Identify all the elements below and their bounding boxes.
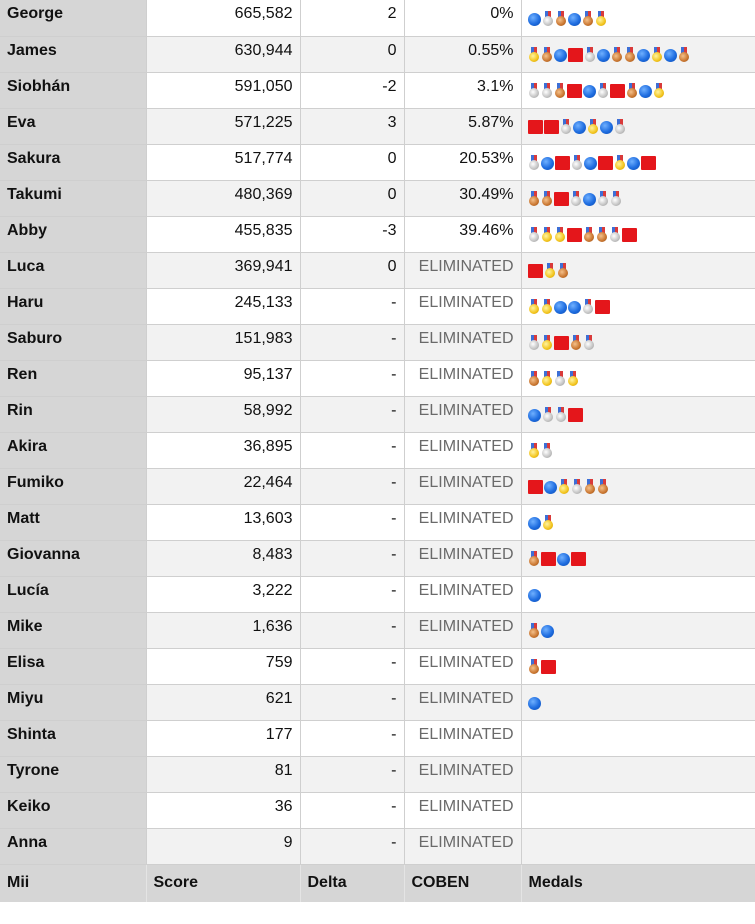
bronze-medal-icon	[528, 371, 540, 387]
score-cell: 591,050	[146, 72, 300, 108]
blue-ball-icon	[554, 49, 567, 62]
delta-cell: -	[300, 576, 404, 612]
medals-cell	[521, 36, 755, 72]
bronze-medal-icon	[528, 551, 540, 567]
medals-cell	[521, 0, 755, 36]
delta-cell: -2	[300, 72, 404, 108]
table-row[interactable]	[0, 360, 755, 396]
delta-cell: -	[300, 396, 404, 432]
blue-ball-icon	[639, 85, 652, 98]
silver-medal-icon	[528, 335, 540, 351]
gold-medal-icon	[542, 515, 554, 531]
coben-cell: ELIMINATED	[404, 828, 521, 864]
table-row[interactable]	[0, 540, 755, 576]
score-cell: 245,133	[146, 288, 300, 324]
gold-medal-icon	[528, 299, 540, 315]
coben-cell: ELIMINATED	[404, 612, 521, 648]
mii-name-cell: Lucía	[0, 576, 146, 612]
gold-medal-icon	[541, 335, 553, 351]
bronze-medal-icon	[584, 479, 596, 495]
blue-ball-icon	[554, 301, 567, 314]
mii-name-cell: Abby	[0, 216, 146, 252]
silver-medal-icon	[528, 155, 540, 171]
silver-medal-icon	[560, 119, 572, 135]
table-row[interactable]	[0, 0, 755, 36]
table-row[interactable]	[0, 396, 755, 432]
gold-medal-icon	[554, 227, 566, 243]
medals-cell	[521, 252, 755, 288]
table-row[interactable]	[0, 144, 755, 180]
blue-ball-icon	[583, 193, 596, 206]
bronze-medal-icon	[678, 47, 690, 63]
bronze-medal-icon	[528, 659, 540, 675]
medals-cell	[521, 180, 755, 216]
silver-medal-icon	[609, 227, 621, 243]
red-square-icon	[528, 120, 543, 134]
coben-cell: ELIMINATED	[404, 360, 521, 396]
score-cell: 455,835	[146, 216, 300, 252]
bronze-medal-icon	[541, 47, 553, 63]
medals-cell	[521, 432, 755, 468]
coben-cell: ELIMINATED	[404, 468, 521, 504]
coben-cell: ELIMINATED	[404, 720, 521, 756]
medals-cell	[521, 72, 755, 108]
blue-ball-icon	[541, 157, 554, 170]
coben-cell: ELIMINATED	[404, 756, 521, 792]
silver-medal-icon	[528, 83, 540, 99]
delta-cell: -	[300, 540, 404, 576]
table-row[interactable]	[0, 504, 755, 540]
score-cell: 759	[146, 648, 300, 684]
score-cell: 58,992	[146, 396, 300, 432]
bronze-medal-icon	[624, 47, 636, 63]
silver-medal-icon	[541, 443, 553, 459]
silver-medal-icon	[571, 155, 583, 171]
blue-ball-icon	[528, 13, 541, 26]
coben-cell: ELIMINATED	[404, 648, 521, 684]
bronze-medal-icon	[597, 479, 609, 495]
silver-medal-icon	[570, 191, 582, 207]
red-square-icon	[568, 48, 583, 62]
table-row[interactable]	[0, 468, 755, 504]
silver-medal-icon	[542, 407, 554, 423]
mii-name-cell: Akira	[0, 432, 146, 468]
delta-cell: -	[300, 468, 404, 504]
gold-medal-icon	[541, 227, 553, 243]
medals-column-header[interactable]: Medals	[521, 864, 755, 902]
score-cell: 177	[146, 720, 300, 756]
table-row[interactable]	[0, 108, 755, 144]
red-square-icon	[541, 552, 556, 566]
mii-name-cell: Fumiko	[0, 468, 146, 504]
blue-ball-icon	[544, 481, 557, 494]
score-cell: 8,483	[146, 540, 300, 576]
score-cell: 151,983	[146, 324, 300, 360]
red-square-icon	[567, 84, 582, 98]
delta-cell: -	[300, 756, 404, 792]
delta-cell: -	[300, 360, 404, 396]
silver-medal-icon	[528, 227, 540, 243]
coben-cell: 20.53%	[404, 144, 521, 180]
delta-cell: -3	[300, 216, 404, 252]
delta-cell: -	[300, 504, 404, 540]
red-square-icon	[544, 120, 559, 134]
coben-cell: ELIMINATED	[404, 396, 521, 432]
coben-cell: 5.87%	[404, 108, 521, 144]
score-cell: 571,225	[146, 108, 300, 144]
red-square-icon	[641, 156, 656, 170]
coben-cell: ELIMINATED	[404, 576, 521, 612]
gold-medal-icon	[528, 443, 540, 459]
score-cell: 95,137	[146, 360, 300, 396]
bronze-medal-icon	[570, 335, 582, 351]
mii-name-cell: Keiko	[0, 792, 146, 828]
coben-cell: ELIMINATED	[404, 432, 521, 468]
delta-cell: 0	[300, 144, 404, 180]
delta-cell: 0	[300, 180, 404, 216]
mii-name-cell: James	[0, 36, 146, 72]
medals-cell	[521, 468, 755, 504]
score-cell: 517,774	[146, 144, 300, 180]
score-cell: 3,222	[146, 576, 300, 612]
coben-cell: 39.46%	[404, 216, 521, 252]
mii-column-header[interactable]: Mii	[0, 864, 146, 902]
table-row[interactable]	[0, 612, 755, 648]
bronze-medal-icon	[583, 227, 595, 243]
mii-name-cell: Mike	[0, 612, 146, 648]
bronze-medal-icon	[596, 227, 608, 243]
delta-cell: -	[300, 288, 404, 324]
gold-medal-icon	[614, 155, 626, 171]
score-cell: 1,636	[146, 612, 300, 648]
bronze-medal-icon	[626, 83, 638, 99]
score-cell: 36	[146, 792, 300, 828]
delta-cell: 0	[300, 36, 404, 72]
delta-cell: -	[300, 828, 404, 864]
gold-medal-icon	[595, 11, 607, 27]
silver-medal-icon	[555, 407, 567, 423]
blue-ball-icon	[583, 85, 596, 98]
table-row[interactable]	[0, 792, 755, 828]
delta-cell: -	[300, 612, 404, 648]
medals-cell	[521, 396, 755, 432]
table-row[interactable]	[0, 216, 755, 252]
red-square-icon	[554, 192, 569, 206]
silver-medal-icon	[542, 11, 554, 27]
medals-cell	[521, 324, 755, 360]
medals-cell	[521, 828, 755, 864]
red-square-icon	[555, 156, 570, 170]
silver-medal-icon	[610, 191, 622, 207]
score-cell: 480,369	[146, 180, 300, 216]
delta-cell: -	[300, 432, 404, 468]
mii-name-cell: Rin	[0, 396, 146, 432]
blue-ball-icon	[600, 121, 613, 134]
red-square-icon	[528, 480, 543, 494]
silver-medal-icon	[541, 83, 553, 99]
medals-cell	[521, 720, 755, 756]
mii-name-cell: Miyu	[0, 684, 146, 720]
delta-column-header[interactable]: Delta	[300, 864, 404, 902]
mii-name-cell: Matt	[0, 504, 146, 540]
table-row[interactable]	[0, 720, 755, 756]
coben-cell: ELIMINATED	[404, 684, 521, 720]
red-square-icon	[595, 300, 610, 314]
coben-cell: ELIMINATED	[404, 324, 521, 360]
blue-ball-icon	[528, 697, 541, 710]
mii-name-cell: Luca	[0, 252, 146, 288]
mii-name-cell: Takumi	[0, 180, 146, 216]
medals-cell	[521, 144, 755, 180]
mii-name-cell: Anna	[0, 828, 146, 864]
coben-cell: 0%	[404, 0, 521, 36]
blue-ball-icon	[528, 517, 541, 530]
coben-cell: 30.49%	[404, 180, 521, 216]
score-cell: 9	[146, 828, 300, 864]
table-row[interactable]	[0, 180, 755, 216]
silver-medal-icon	[584, 47, 596, 63]
mii-name-cell: Tyrone	[0, 756, 146, 792]
coben-cell: ELIMINATED	[404, 252, 521, 288]
bronze-medal-icon	[582, 11, 594, 27]
mii-name-cell: George	[0, 0, 146, 36]
score-cell: 36,895	[146, 432, 300, 468]
score-cell: 630,944	[146, 36, 300, 72]
score-cell: 621	[146, 684, 300, 720]
delta-cell: -	[300, 684, 404, 720]
medals-cell	[521, 756, 755, 792]
coben-cell: ELIMINATED	[404, 792, 521, 828]
coben-cell: 0.55%	[404, 36, 521, 72]
column-footer-row	[0, 864, 755, 902]
mii-name-cell: Shinta	[0, 720, 146, 756]
bronze-medal-icon	[528, 191, 540, 207]
gold-medal-icon	[528, 47, 540, 63]
score-cell: 13,603	[146, 504, 300, 540]
silver-medal-icon	[583, 335, 595, 351]
medals-cell	[521, 108, 755, 144]
blue-ball-icon	[528, 409, 541, 422]
score-cell: 22,464	[146, 468, 300, 504]
medals-cell	[521, 540, 755, 576]
delta-cell: -	[300, 648, 404, 684]
delta-cell: -	[300, 324, 404, 360]
silver-medal-icon	[554, 371, 566, 387]
table-row[interactable]	[0, 648, 755, 684]
delta-cell: -	[300, 792, 404, 828]
delta-cell: 0	[300, 252, 404, 288]
score-cell: 81	[146, 756, 300, 792]
medals-cell	[521, 216, 755, 252]
mii-name-cell: Haru	[0, 288, 146, 324]
table-row[interactable]	[0, 252, 755, 288]
blue-ball-icon	[541, 625, 554, 638]
silver-medal-icon	[614, 119, 626, 135]
bronze-medal-icon	[541, 191, 553, 207]
bronze-medal-icon	[611, 47, 623, 63]
coben-cell: ELIMINATED	[404, 288, 521, 324]
blue-ball-icon	[528, 589, 541, 602]
blue-ball-icon	[664, 49, 677, 62]
red-square-icon	[554, 336, 569, 350]
red-square-icon	[568, 408, 583, 422]
delta-cell: -	[300, 720, 404, 756]
gold-medal-icon	[541, 299, 553, 315]
bronze-medal-icon	[528, 623, 540, 639]
red-square-icon	[541, 660, 556, 674]
mii-name-cell: Giovanna	[0, 540, 146, 576]
blue-ball-icon	[597, 49, 610, 62]
medals-cell	[521, 684, 755, 720]
gold-medal-icon	[651, 47, 663, 63]
gold-medal-icon	[544, 263, 556, 279]
mii-name-cell: Ren	[0, 360, 146, 396]
coben-cell: 3.1%	[404, 72, 521, 108]
blue-ball-icon	[557, 553, 570, 566]
bronze-medal-icon	[557, 263, 569, 279]
silver-medal-icon	[571, 479, 583, 495]
medals-cell	[521, 288, 755, 324]
table-row[interactable]	[0, 576, 755, 612]
red-square-icon	[622, 228, 637, 242]
red-square-icon	[571, 552, 586, 566]
bronze-medal-icon	[554, 83, 566, 99]
silver-medal-icon	[597, 191, 609, 207]
silver-medal-icon	[597, 83, 609, 99]
red-square-icon	[528, 264, 543, 278]
table-row[interactable]	[0, 684, 755, 720]
table-row[interactable]	[0, 72, 755, 108]
score-column-header[interactable]: Score	[146, 864, 300, 902]
gold-medal-icon	[653, 83, 665, 99]
bronze-medal-icon	[555, 11, 567, 27]
blue-ball-icon	[568, 13, 581, 26]
blue-ball-icon	[584, 157, 597, 170]
mii-name-cell: Elisa	[0, 648, 146, 684]
blue-ball-icon	[573, 121, 586, 134]
medals-cell	[521, 360, 755, 396]
gold-medal-icon	[567, 371, 579, 387]
table-row[interactable]	[0, 828, 755, 864]
blue-ball-icon	[627, 157, 640, 170]
delta-cell: 3	[300, 108, 404, 144]
coben-cell: ELIMINATED	[404, 504, 521, 540]
gold-medal-icon	[541, 371, 553, 387]
delta-cell: 2	[300, 0, 404, 36]
score-cell: 369,941	[146, 252, 300, 288]
score-cell: 665,582	[146, 0, 300, 36]
coben-column-header[interactable]: COBEN	[404, 864, 521, 902]
coben-cell: ELIMINATED	[404, 540, 521, 576]
table-row[interactable]	[0, 432, 755, 468]
mii-name-cell: Eva	[0, 108, 146, 144]
gold-medal-icon	[558, 479, 570, 495]
mii-name-cell: Saburo	[0, 324, 146, 360]
mii-name-cell: Siobhán	[0, 72, 146, 108]
silver-medal-icon	[582, 299, 594, 315]
red-square-icon	[567, 228, 582, 242]
medals-cell	[521, 612, 755, 648]
medals-cell	[521, 576, 755, 612]
table-row[interactable]	[0, 36, 755, 72]
mii-name-cell: Sakura	[0, 144, 146, 180]
table-row[interactable]	[0, 324, 755, 360]
red-square-icon	[610, 84, 625, 98]
table-row[interactable]	[0, 756, 755, 792]
medals-cell	[521, 504, 755, 540]
gold-medal-icon	[587, 119, 599, 135]
blue-ball-icon	[637, 49, 650, 62]
blue-ball-icon	[568, 301, 581, 314]
table-row[interactable]	[0, 288, 755, 324]
red-square-icon	[598, 156, 613, 170]
medals-cell	[521, 792, 755, 828]
medals-cell	[521, 648, 755, 684]
